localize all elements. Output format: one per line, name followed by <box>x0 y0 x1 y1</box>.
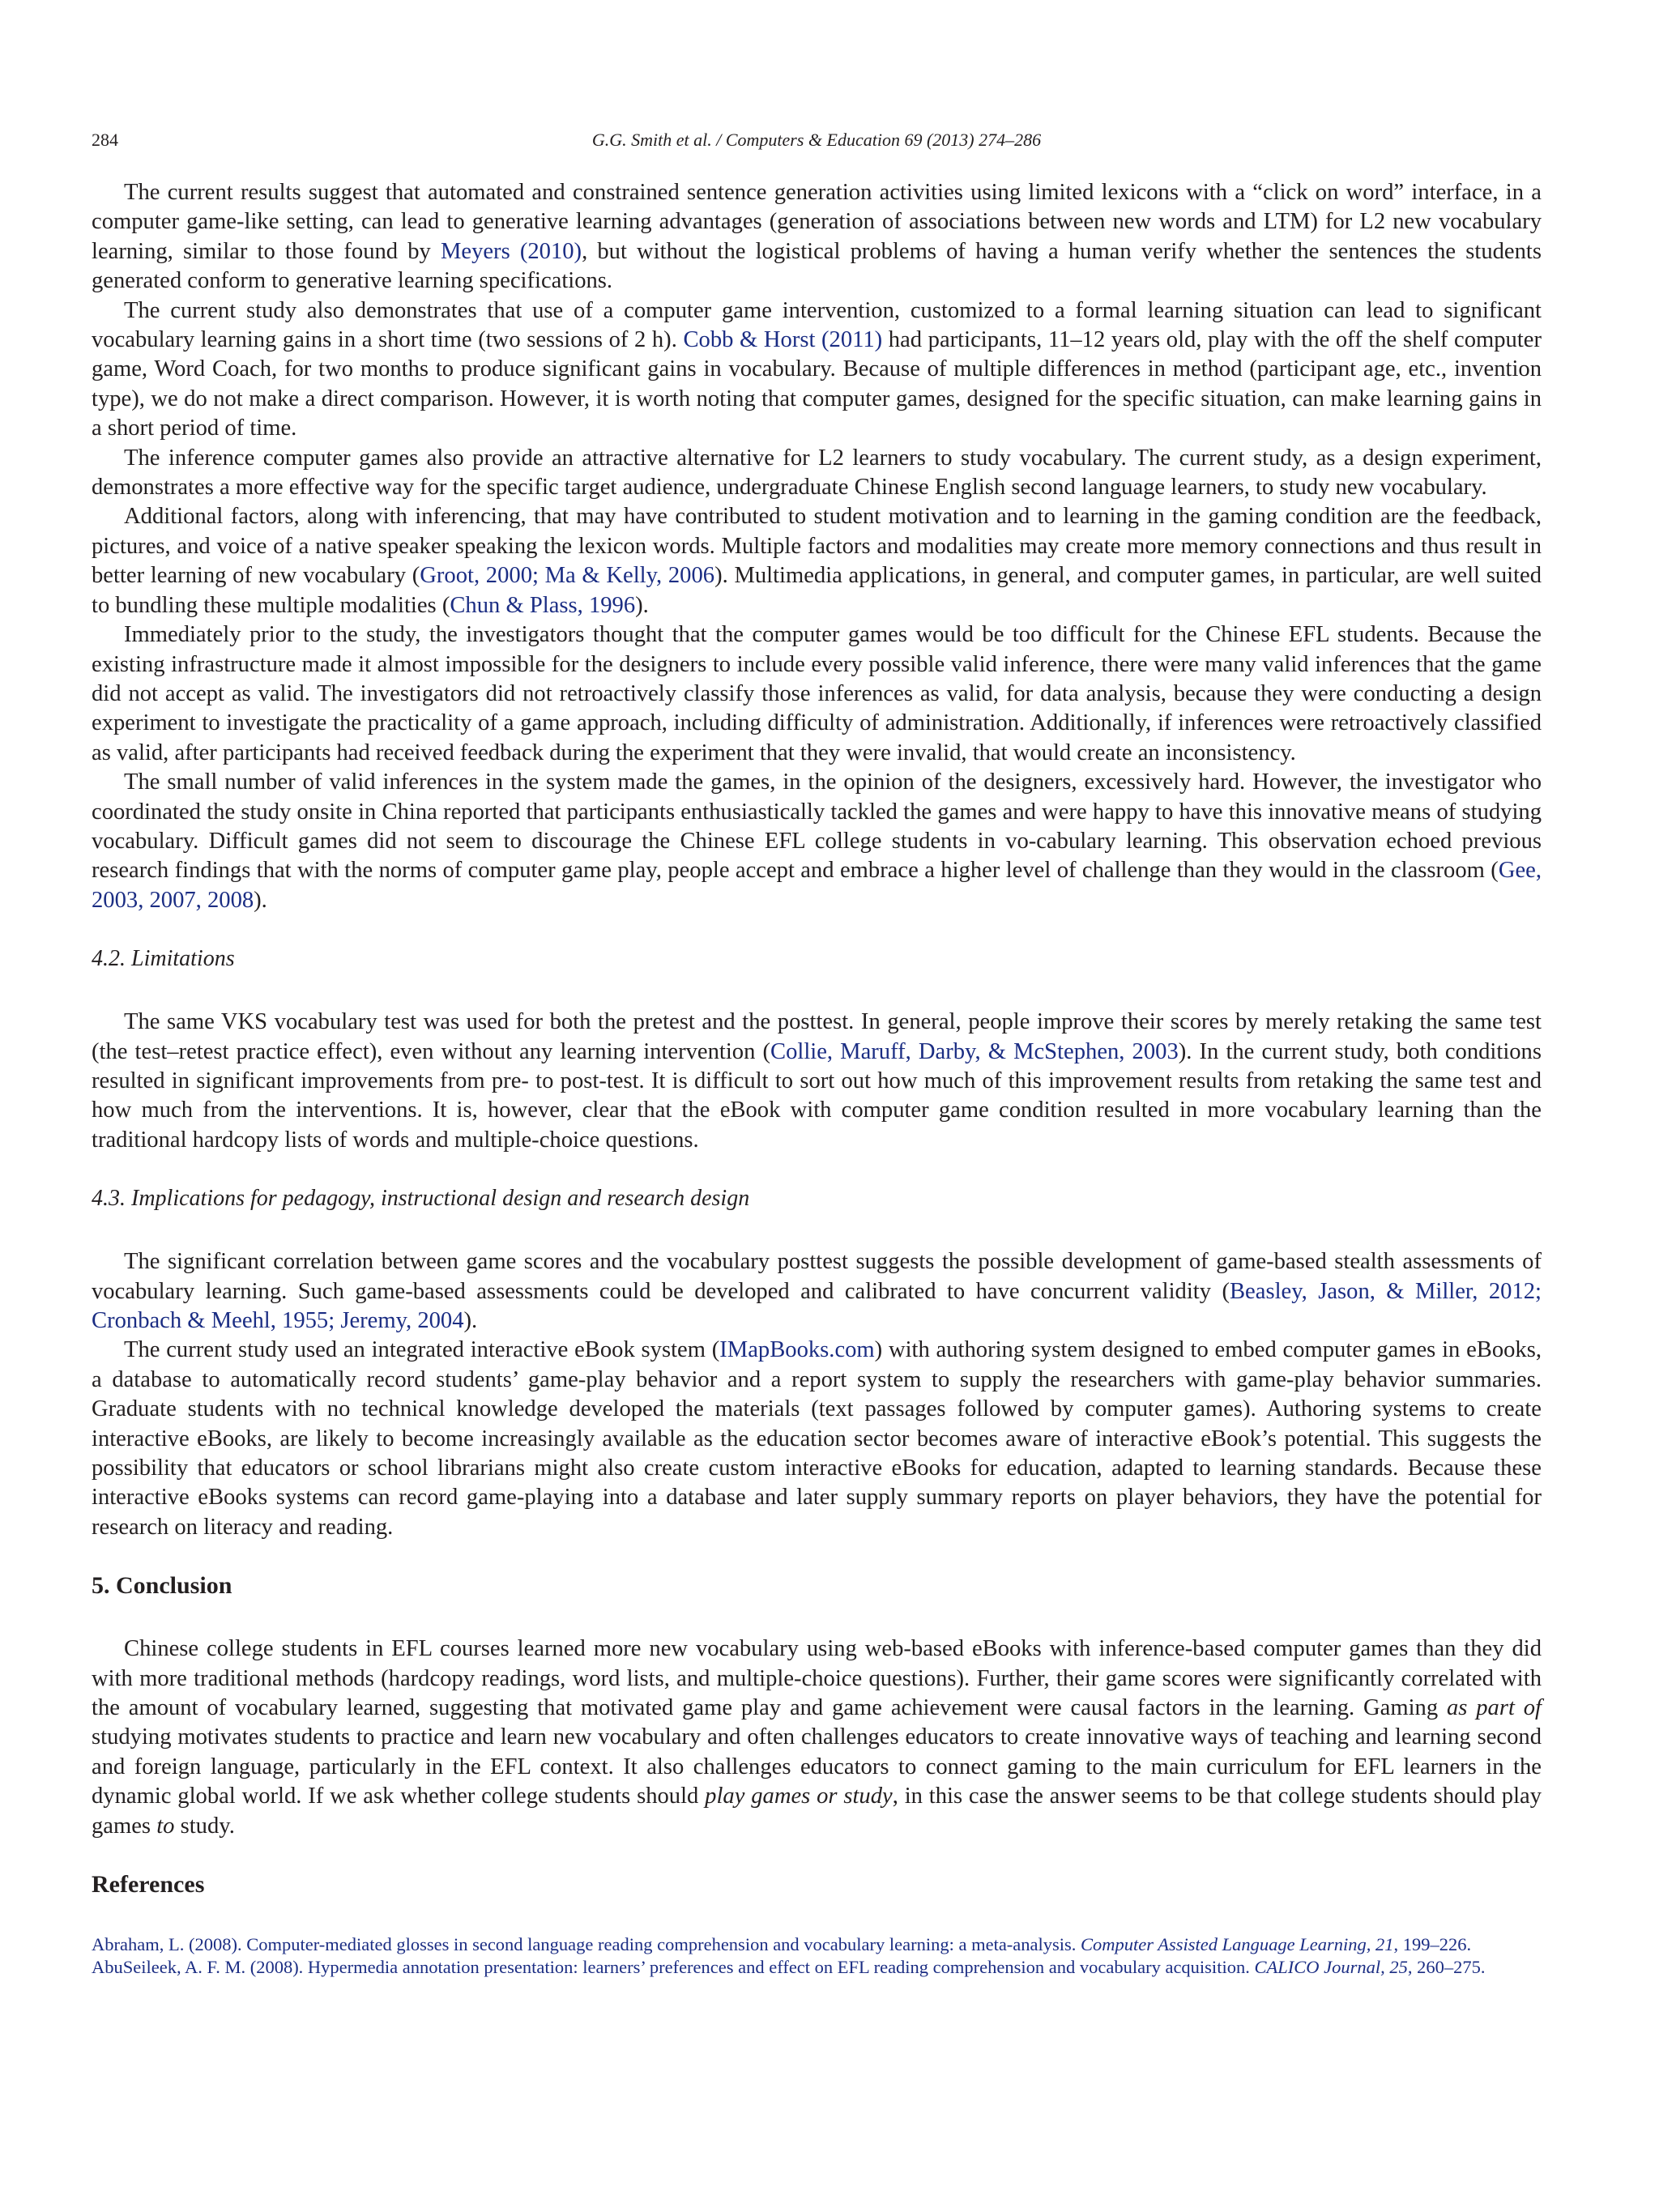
citation-link[interactable]: Chun & Plass, 1996 <box>450 592 636 618</box>
running-head <box>92 130 1542 154</box>
citation-link[interactable]: Cobb & Horst (2011) <box>683 327 883 353</box>
paragraph: The significant correlation between game scores and the vocabulary posttest suggests the possible development of game-based stealth assessments of vocabulary learning. Such game-based assessments could be developed and calibrated to have concurrent validity (Beasley, Jason, & Miller, 2012; Cronbach & Meehl, 1955; Jeremy, 2004). <box>92 1249 1542 1333</box>
references-heading: References <box>92 1871 205 1899</box>
paragraph: The current study also demonstrates that use of a computer game intervention, customized to a formal learning situation can lead to significant vocabulary learning gains in a short time (two sessions of 2 h). Cobb & Horst (2011) had participants, 11–12 years old, play with the off the shelf computer game, Word Coach, for two months to produce significant gains in vocabulary. Because of multiple differences in method (participant age, etc., invention type), we do not make a direct comparison. However, it is worth noting that computer games, designed for the specific situation, can make learning gains in a short period of time. <box>92 297 1542 441</box>
external-link[interactable]: IMapBooks.com <box>719 1337 875 1363</box>
citation-link[interactable]: Gee, 2003, 2007, 2008 <box>92 858 1542 913</box>
citation-link[interactable]: Beasley, Jason, & Miller, 2012; Cronbach & Meehl, 1955; Jeremy, 2004 <box>92 1278 1542 1333</box>
section-heading-conclusion: 5. Conclusion <box>92 1572 232 1600</box>
paragraph: The same VKS vocabulary test was used for both the pretest and the posttest. In general, people improve their scores by merely retaking the same test (the test–retest practice effect), even without any learning intervention (Collie, Maruff, Darby, & McStephen, 2003). In the current study, both conditions resulted in significant improvements from pre- to post-test. It is difficult to sort out how much of this improvement results from retaking the same test and how much from the interventions. It is, however, clear that the eBook with computer game condition resulted in more vocabulary learning than the traditional hardcopy lists of words and multiple-choice questions. <box>92 1009 1542 1153</box>
article-body <box>92 178 1542 1978</box>
paragraph: The small number of valid inferences in the system made the games, in the opinion of the designers, excessively hard. However, the investigator who coordinated the study onsite in China reported that participants enthusiastically tackled the games and were happy to have this innovative means of studying vocabulary. Difficult games did not seem to discourage the Chinese EFL college students in vo-cabulary learning. This observation echoed previous research findings that with the norms of computer game play, people accept and embrace a higher level of challenge than they would in the classroom (Gee, 2003, 2007, 2008). <box>92 769 1542 913</box>
journal-citation: G.G. Smith et al. / Computers & Education 69 (2013) 274–286 <box>591 130 1042 150</box>
paragraph: The inference computer games also provide an attractive alternative for L2 learners to study vocabulary. The current study, as a design experiment, demonstrates a more effective way for the specific target audience, undergraduate Chinese English second language learners, to study new vocabulary. <box>92 445 1542 501</box>
paragraph: Immediately prior to the study, the investigators thought that the computer games would be too difficult for the Chinese EFL students. Because the existing infrastructure made it almost impossible for the designers to include every possible valid inference, there were many valid inferences that the game did not accept as valid. The investigators did not retroactively classify those inferences as valid, for data analysis, because they were conducting a design experiment to investigate the practicality of a game approach, including difficulty of administration. Additionally, if inferences were retroactively classified as valid, after participants had received feedback during the experiment that they were invalid, that would create an inconsistency. <box>92 622 1542 765</box>
reference-item[interactable]: Abraham, L. (2008). Computer-mediated glosses in second language reading comprehension and vocabulary learning: a meta-analysis. Computer Assisted Language Learning, 21, 199–226. <box>92 1934 1472 1955</box>
paragraph: The current results suggest that automated and constrained sentence generation activities using limited lexicons with a “click on word” interface, in a computer game-like setting, can lead to generative learning advantages (generation of associations between new words and LTM) for L2 new vocabulary learning, similar to those found by Meyers (2010), but without the logistical problems of having a human verify whether the sentences the students generated conform to generative learning specifications. <box>92 180 1542 294</box>
citation-link[interactable]: Collie, Maruff, Darby, & McStephen, 2003 <box>770 1038 1179 1064</box>
citation-link[interactable]: Meyers (2010) <box>440 238 582 264</box>
section-heading-implications: 4.3. Implications for pedagogy, instructional design and research design <box>92 1186 750 1212</box>
paragraph: Additional factors, along with inferencing, that may have contributed to student motivation and to learning in the gaming condition are the feedback, pictures, and voice of a native speaker speaking the lexicon words. Multiple factors and modalities may create more memory connections and thus result in better learning of new vocabulary (Groot, 2000; Ma & Kelly, 2006). Multimedia applications, in general, and computer games, in particular, are well suited to bundling these multiple modalities (Chun & Plass, 1996). <box>92 504 1542 618</box>
paragraph: Chinese college students in EFL courses learned more new vocabulary using web-based eBooks with inference-based computer games than they did with more traditional methods (hardcopy readings, word lists, and multiple-choice questions). Further, their game scores were significantly correlated with the amount of vocabulary learned, suggesting that motivated game play and game achievement were causal factors in the learning. Gaming as part of studying motivates students to practice and learn new vocabulary and often challenges educators to create innovative ways of teaching and learning second and foreign language, particularly in the EFL context. It also challenges educators to connect gaming to the main curriculum for EFL learners in the dynamic global world. If we ask whether college students should play games or study, in this case the answer seems to be that college students should play games to study. <box>92 1636 1542 1839</box>
reference-list <box>92 1933 1542 1978</box>
paragraph: The current study used an integrated interactive eBook system (IMapBooks.com) with authoring system designed to embed computer games in eBooks, a database to automatically record students’ game-play behavior and a report system to supply the researchers with game-play behavior summaries. Graduate students with no technical knowledge developed the materials (text passages followed by computer games). Authoring systems to create interactive eBooks, are likely to become increasingly available as the education sector becomes aware of interactive eBook’s potential. This suggests the possibility that educators or school librarians might also create custom interactive eBooks for education, adapted to learning standards. Because these interactive eBooks systems can record game-playing into a database and later supply summary reports on player behaviors, they have the potential for research on literacy and reading. <box>92 1337 1542 1540</box>
reference-item[interactable]: AbuSeileek, A. F. M. (2008). Hypermedia annotation presentation: learners’ preferences and effect on EFL reading comprehension and vocabulary acquisition. CALICO Journal, 25, 260–275. <box>92 1956 1486 1977</box>
section-heading-limitations: 4.2. Limitations <box>92 946 235 972</box>
citation-link[interactable]: Groot, 2000; Ma & Kelly, 2006 <box>420 563 715 589</box>
page-number: 284 <box>92 130 118 150</box>
